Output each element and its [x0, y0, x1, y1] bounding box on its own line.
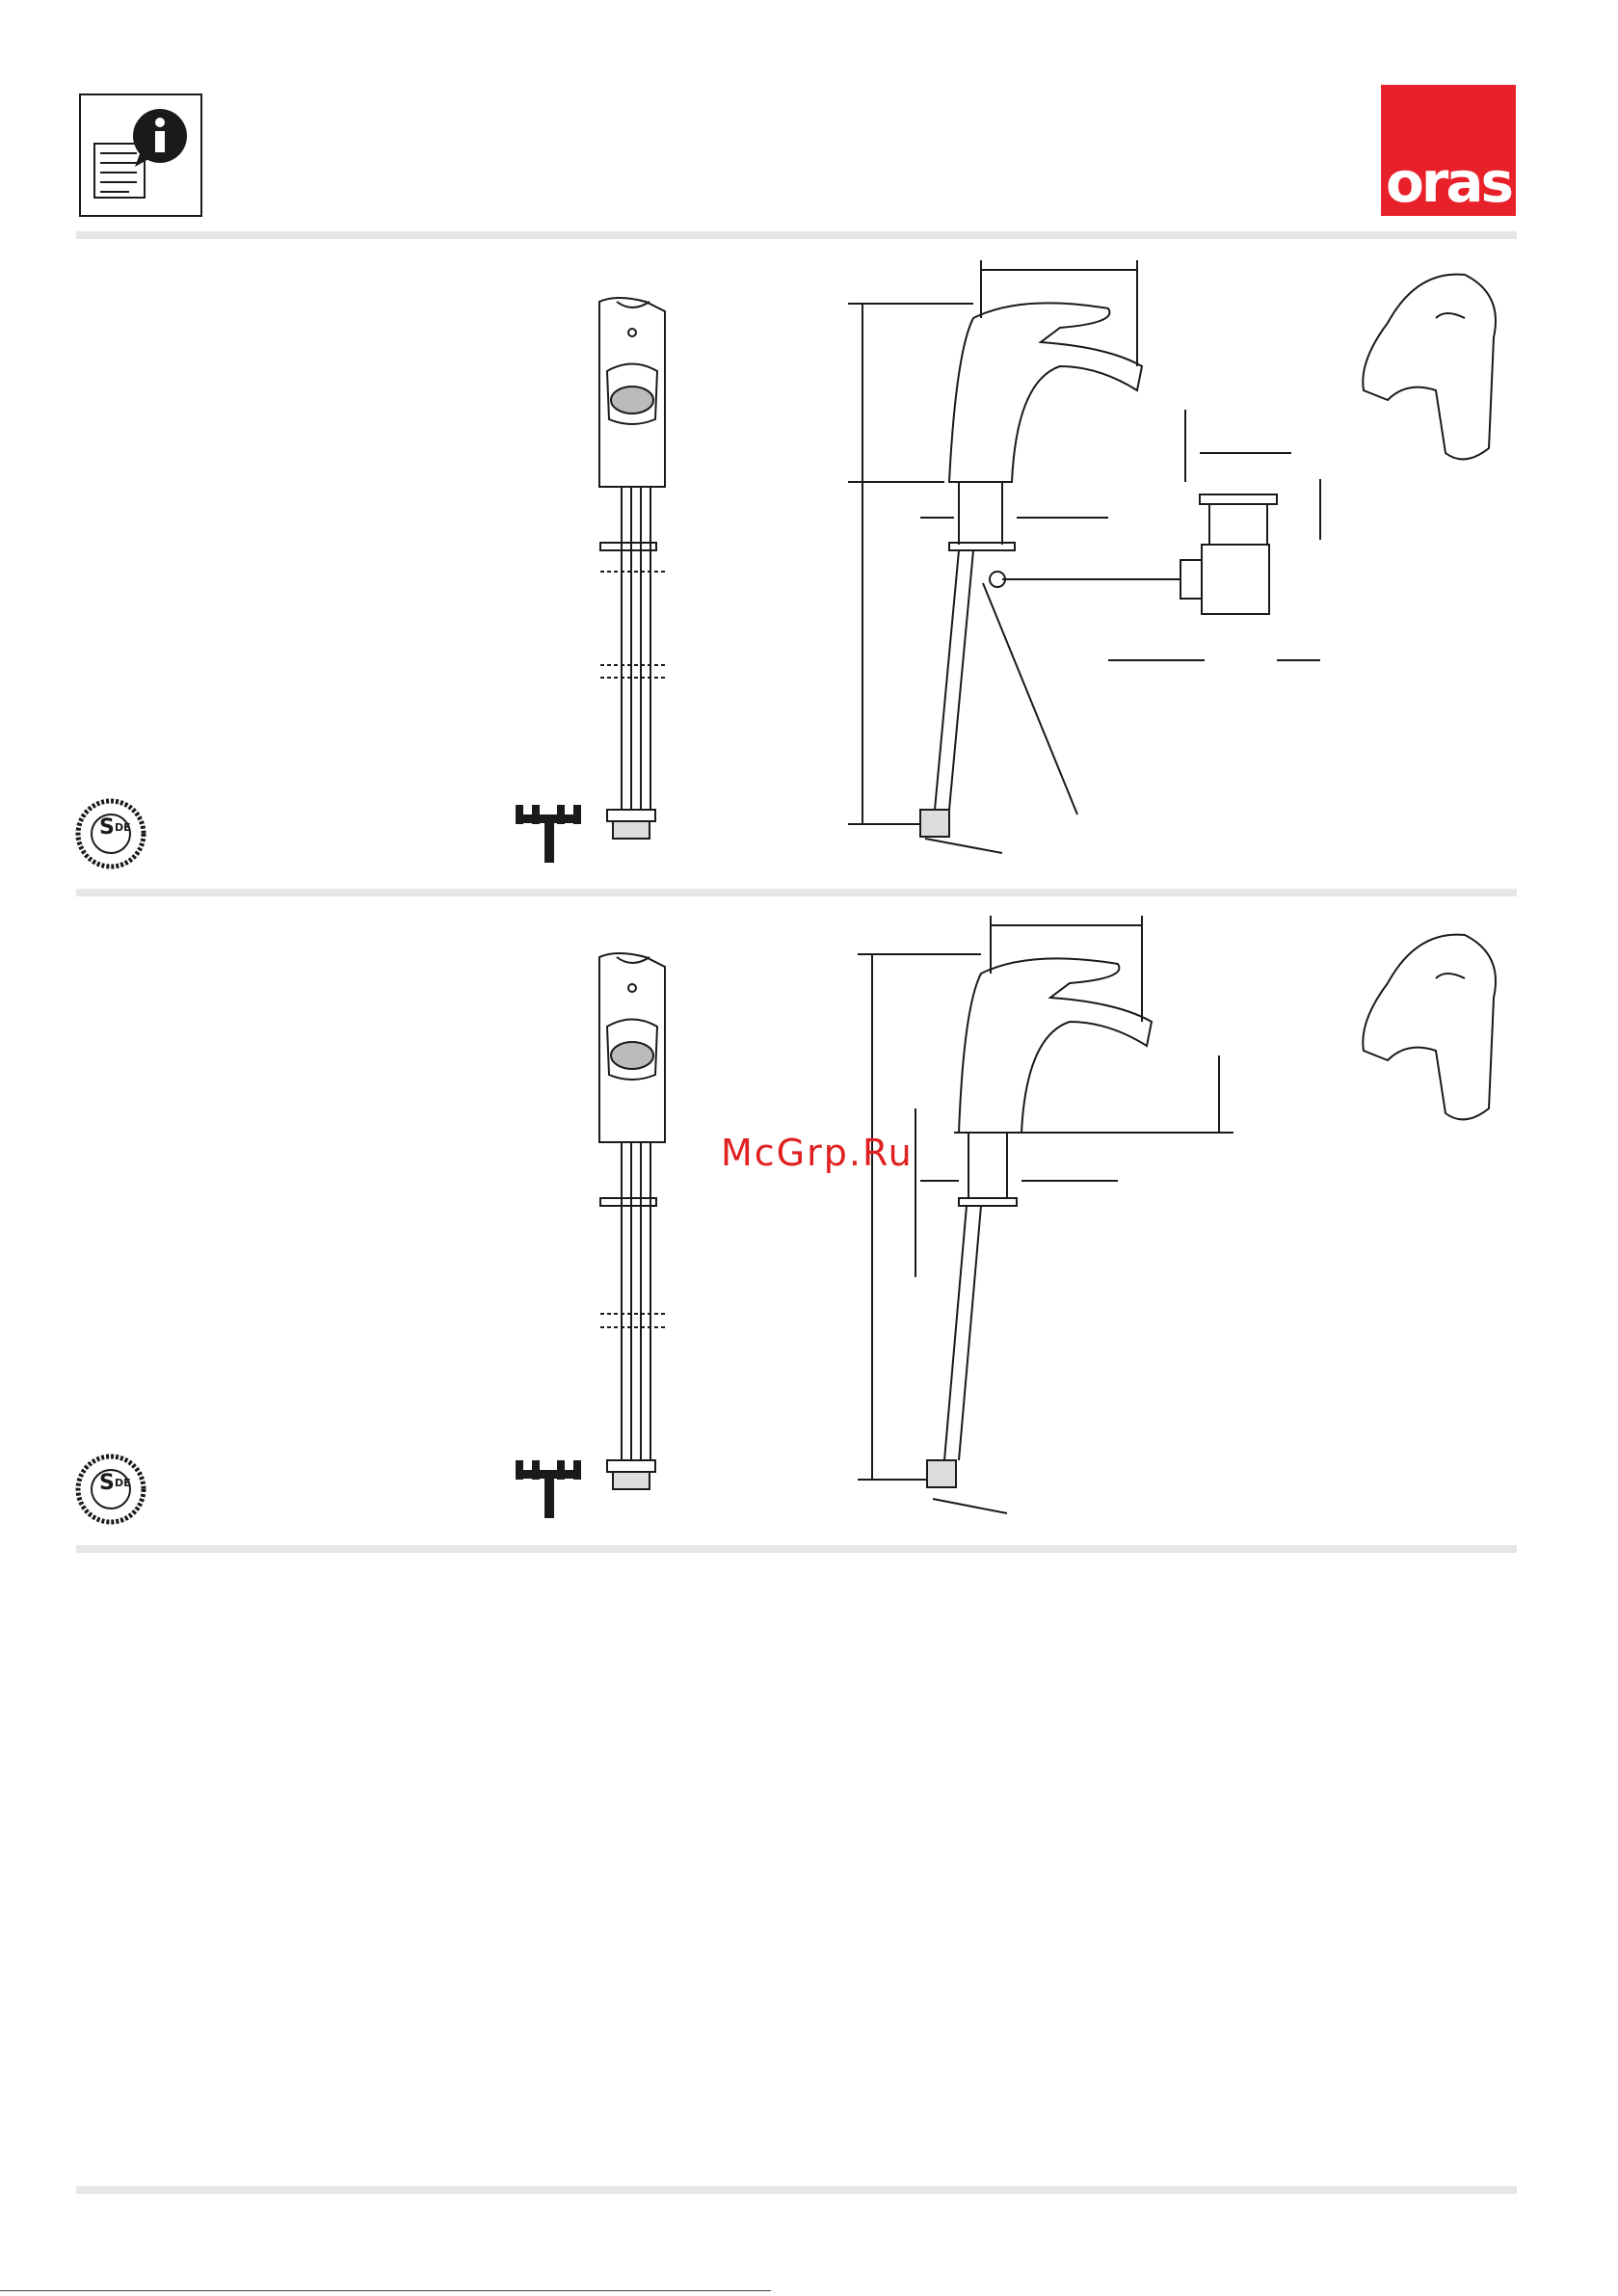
faucet-side-view: [858, 916, 1233, 1513]
page-bottom-divider: [76, 2186, 1517, 2194]
section-divider: [76, 1545, 1517, 1553]
faucet-side-view: [848, 260, 1320, 853]
document-info-icon: [81, 95, 200, 215]
seal-letter-1: S: [99, 815, 115, 840]
faucet-3d-view: [1363, 935, 1496, 1120]
footer-line: [0, 2290, 771, 2291]
seal-country-2: DE: [115, 1477, 131, 1489]
technical-drawing-1: [0, 236, 1618, 892]
seal-letter-2: S: [99, 1471, 115, 1495]
tap-connection-icon: [516, 1460, 581, 1518]
technical-drawing-2: [0, 892, 1618, 1547]
oras-logo: [1381, 85, 1516, 216]
faucet-front-view: [599, 298, 665, 839]
faucet-3d-view: [1363, 275, 1496, 460]
info-manual-icon: [79, 93, 202, 217]
seal-country-1: DE: [115, 821, 131, 834]
tap-connection-icon: [516, 805, 581, 863]
logo-text: oras: [1385, 149, 1512, 215]
watermark-text: McGrp.Ru: [721, 1132, 914, 1174]
faucet-front-view: [599, 953, 665, 1489]
